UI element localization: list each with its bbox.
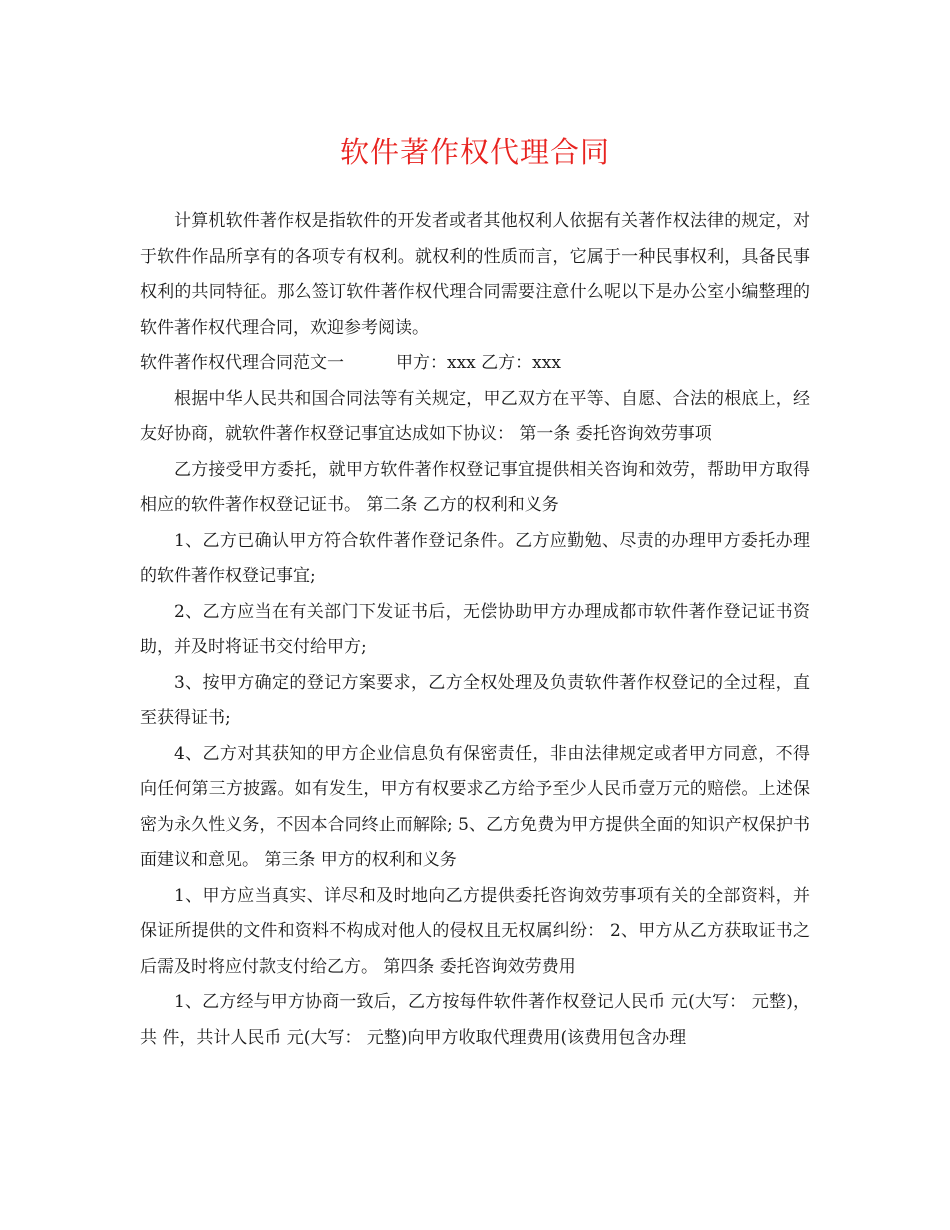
paragraph: 2、乙方应当在有关部门下发证书后，无偿协助甲方办理成都市软件著作登记证书资助，并及时将证书交付给甲方; — [140, 601, 810, 657]
document-body — [140, 204, 810, 1056]
paragraph: 1、乙方经与甲方协商一致后，乙方按每件软件著作权登记人民币 元(大写： 元整)，共 件，共计人民币 元(大写： 元整)向甲方收取代理费用(该费用包含办理 — [140, 992, 810, 1048]
paragraph: 乙方接受甲方委托，就甲方软件著作权登记事宜提供相关咨询和效劳，帮助甲方取得相应的软件著作权登记证书。 第二条 乙方的权利和义务 — [140, 459, 810, 515]
paragraph: 1、乙方已确认甲方符合软件著作登记条件。乙方应勤勉、尽责的办理甲方委托办理的软件著作权登记事宜; — [140, 530, 810, 586]
intro-paragraph: 计算机软件著作权是指软件的开发者或者其他权利人依据有关著作权法律的规定，对于软件作品所享有的各项专有权利。就权利的性质而言，它属于一种民事权利，具备民事权利的共同特征。那么签订软件著作权代理合同需要注意什么呢以下是办公室小编整理的软件著作权代理合同，欢迎参考阅读。 — [140, 211, 810, 338]
document-title: 软件著作权代理合同 — [339, 135, 610, 169]
sample-heading: 软件著作权代理合同范文一 — [140, 353, 344, 373]
paragraph: 1、甲方应当真实、详尽和及时地向乙方提供委托咨询效劳事项有关的全部资料，并保证所提供的文件和资料不构成对他人的侵权且无权属纠纷： 2、甲方从乙方获取证书之后需及时将应付款支付给乙方。 第四条 委托咨询效劳费用 — [140, 885, 810, 977]
paragraph: 3、按甲方确定的登记方案要求，乙方全权处理及负责软件著作权登记的全过程，直至获得证书; — [140, 672, 810, 728]
sample-line — [140, 346, 810, 382]
parties-line: 甲方：xxx 乙方：xxx — [396, 353, 561, 373]
paragraph: 根据中华人民共和国合同法等有关规定，甲乙双方在平等、自愿、合法的根底上，经友好协商，就软件著作权登记事宜达成如下协议： 第一条 委托咨询效劳事项 — [140, 388, 810, 444]
paragraph: 4、乙方对其获知的甲方企业信息负有保密责任，非由法律规定或者甲方同意，不得向任何第三方披露。如有发生，甲方有权要求乙方给予至少人民币壹万元的赔偿。上述保密为永久性义务，不因本合同终止而解除; 5、乙方免费为甲方提供全面的知识产权保护书面建议和意见。 第三条 甲方的权利和义务 — [140, 743, 810, 870]
